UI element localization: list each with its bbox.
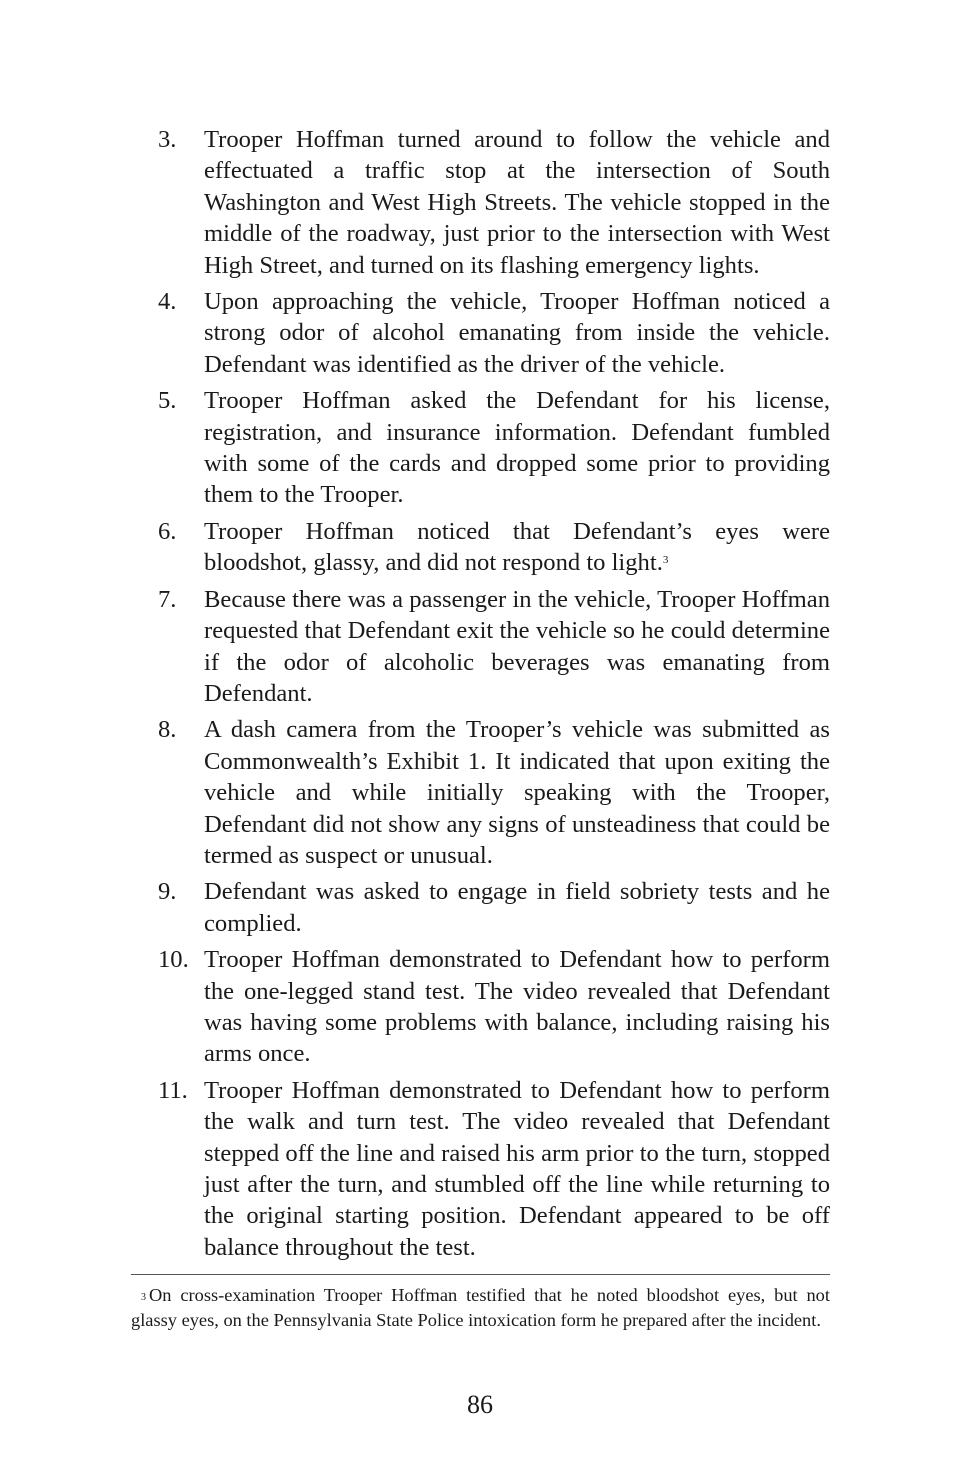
- page-number: 86: [467, 1390, 493, 1419]
- item-number: 4.: [158, 288, 177, 316]
- footnote-text: On cross-examination Trooper Hoffman testified that he noted bloodshot eyes, but not glassy eyes, on the Pennsylvania State Police intoxication form he prepared after the incident.: [131, 1285, 830, 1330]
- list-item: [158, 124, 830, 281]
- list-item: [158, 714, 830, 871]
- item-number: 6.: [158, 517, 177, 545]
- item-text: Upon approaching the vehicle, Trooper Hoffman noticed a strong odor of alcohol emanating from inside the vehicle. Defendant was identified as the driver of the vehicle.: [204, 288, 830, 378]
- item-text: Trooper Hoffman demonstrated to Defendant how to perform the walk and turn test. The video revealed that Defendant stepped off the line and raised his arm prior to the turn, stopped just after the turn, and stumbled off the line while returning to the original starting position. Defendant appeared to be off balance throughout the test.: [204, 1076, 830, 1261]
- footnote-mark: 3: [141, 1292, 146, 1303]
- numbered-findings-list: [158, 124, 830, 1268]
- item-number: 5.: [158, 387, 177, 415]
- item-text: Trooper Hoffman turned around to follow the vehicle and effectuated a traffic stop at the intersection of South Washington and West High Streets. The vehicle stopped in the middle of the roadway, just prior to the intersection with West High Street, and turned on its flashing emergency lights.: [204, 126, 830, 279]
- item-text: Defendant was asked to engage in field sobriety tests and he complied.: [204, 878, 830, 937]
- footnote-divider: [131, 1274, 830, 1275]
- item-number: 9.: [158, 878, 177, 906]
- item-number: 8.: [158, 716, 177, 744]
- list-item: [158, 944, 830, 1070]
- item-text: Trooper Hoffman demonstrated to Defendant how to perform the one-legged stand test. The video revealed that Defendant was having some problems with balance, including raising his arms once.: [204, 946, 830, 1068]
- list-item: [158, 516, 830, 579]
- list-item: [158, 876, 830, 939]
- item-number: 3.: [158, 126, 177, 153]
- list-item: [158, 1075, 830, 1263]
- item-text: Because there was a passenger in the vehicle, Trooper Hoffman requested that Defendant exit the vehicle so he could determine if the odor of alcoholic beverages was emanating from Defendant.: [204, 585, 830, 707]
- list-item: [158, 584, 830, 710]
- footnote-reference[interactable]: 3: [662, 554, 669, 567]
- item-number: 11.: [158, 1076, 188, 1104]
- item-number: 7.: [158, 585, 177, 613]
- footnote: [131, 1283, 830, 1333]
- list-item: [158, 385, 830, 511]
- item-text: Trooper Hoffman noticed that Defendant’s eyes were bloodshot, glassy, and did not respond to light.: [204, 517, 830, 577]
- item-number: 10.: [158, 946, 189, 974]
- item-text: A dash camera from the Trooper’s vehicle was submitted as Commonwealth’s Exhibit 1. It indicated that upon exiting the vehicle and while initially speaking with the Trooper, Defendant did not show any signs of unsteadiness that could be termed as suspect or unusual.: [204, 716, 830, 869]
- list-item: [158, 286, 830, 380]
- item-text: Trooper Hoffman asked the Defendant for his license, registration, and insurance information. Defendant fumbled with some of the cards and dropped some prior to providing them to the Trooper.: [204, 387, 830, 509]
